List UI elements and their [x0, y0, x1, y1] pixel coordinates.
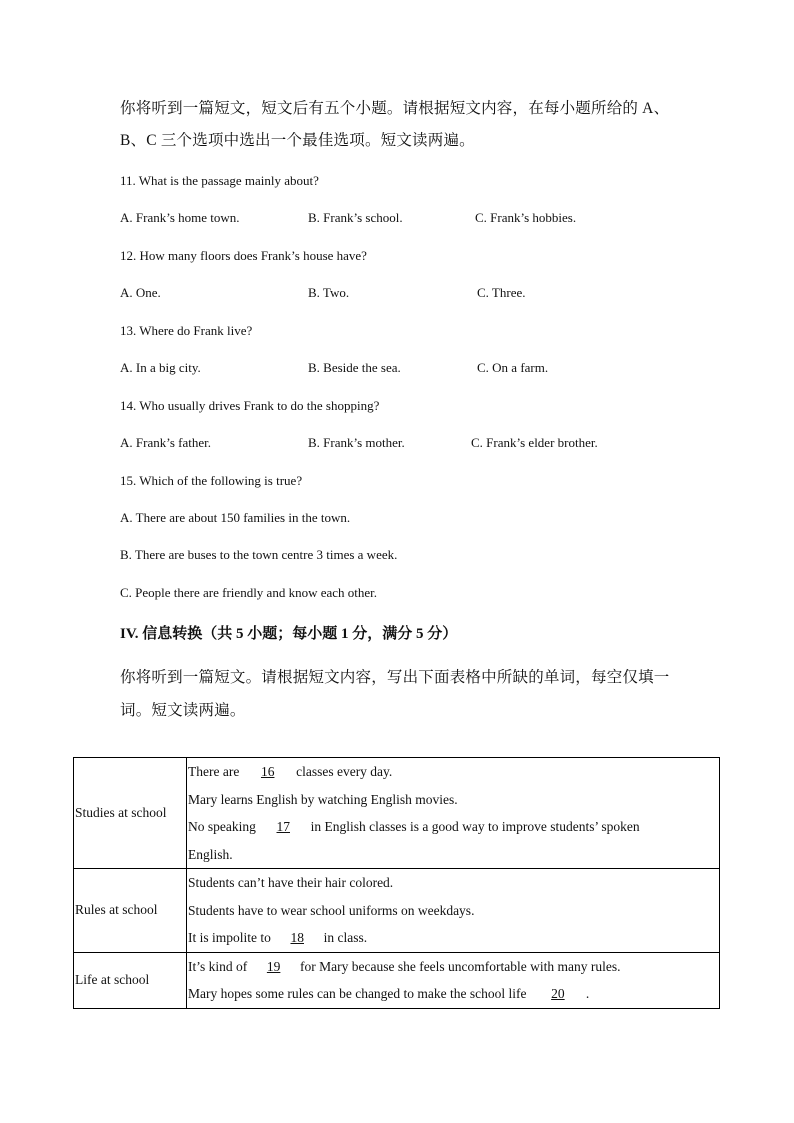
question-12-stem: 12. How many floors does Frank’s house have?	[120, 248, 367, 263]
question-14-stem: 14. Who usually drives Frank to do the shopping?	[120, 398, 380, 413]
text-fragment: There are	[188, 764, 240, 779]
text-fragment: Mary hopes some rules can be changed to make the school life	[188, 986, 527, 1001]
section-4-heading: IV. 信息转换（共 5 小题；每小题 1 分，满分 5 分）	[120, 626, 458, 642]
listening-instruction-line-1: 你将听到一篇短文，短文后有五个小题。请根据短文内容，在每小题所给的 A、	[120, 100, 670, 117]
content-cell	[187, 952, 720, 1008]
listening-instruction-line-2: B、C 三个选项中选出一个最佳选项。短文读两遍。	[120, 132, 475, 149]
question-13-stem: 13. Where do Frank live?	[120, 323, 253, 338]
question-11-option-c: C. Frank’s hobbies.	[475, 210, 577, 225]
category-cell: Studies at school	[74, 758, 187, 869]
category-cell: Life at school	[74, 952, 187, 1008]
text-fragment: It’s kind of	[188, 958, 248, 974]
section-4-instruction-line-2: 词。短文读两遍。	[120, 702, 246, 719]
question-13-option-c: C. On a farm.	[477, 360, 549, 375]
answer-blank-19[interactable]: 19	[266, 958, 281, 974]
answer-blank-18[interactable]: 18	[290, 930, 304, 945]
question-13-option-a: A. In a big city.	[120, 360, 201, 375]
content-line: Students can’t have their hair colored.	[188, 875, 394, 890]
section-4-instruction-line-1: 你将听到一篇短文。请根据短文内容，写出下面表格中所缺的单词，每空仅填一	[120, 669, 670, 686]
text-fragment: for Mary because she feels uncomfortable with many rules.	[300, 958, 621, 974]
text-fragment: It is impolite to	[188, 930, 271, 945]
table-row	[74, 869, 720, 953]
question-11-option-a: A. Frank’s home town.	[120, 210, 240, 225]
content-line: English.	[188, 846, 233, 862]
table-row	[74, 952, 720, 1008]
information-table	[73, 757, 720, 1009]
content-line	[188, 924, 719, 952]
question-14-option-a: A. Frank’s father.	[120, 435, 211, 450]
question-15-option-a: A. There are about 150 families in the town.	[120, 510, 351, 525]
question-14-option-b: B. Frank’s mother.	[308, 435, 405, 450]
question-15-option-c: C. People there are friendly and know each other.	[120, 585, 378, 600]
text-fragment: classes every day.	[296, 764, 393, 779]
question-12-option-b: B. Two.	[308, 285, 350, 300]
question-12-option-a: A. One.	[120, 285, 161, 300]
question-11-option-b: B. Frank’s school.	[308, 210, 403, 225]
content-line	[188, 758, 719, 786]
category-cell: Rules at school	[74, 869, 187, 953]
text-fragment: .	[585, 986, 590, 1001]
question-11-stem: 11. What is the passage mainly about?	[120, 173, 319, 188]
question-15-stem: 15. Which of the following is true?	[120, 473, 303, 488]
question-13-option-b: B. Beside the sea.	[308, 360, 401, 375]
answer-blank-16[interactable]: 16	[260, 764, 275, 779]
content-line	[188, 813, 719, 841]
content-line: Mary learns English by watching English movies.	[188, 791, 458, 807]
content-line	[188, 953, 719, 981]
answer-blank-20[interactable]: 20	[551, 986, 565, 1001]
text-fragment: in class.	[323, 930, 368, 945]
content-cell	[187, 869, 720, 953]
table-row	[74, 758, 720, 869]
text-fragment: No speaking	[188, 819, 256, 834]
content-cell	[187, 758, 720, 869]
answer-blank-17[interactable]: 17	[276, 819, 290, 834]
content-line	[188, 980, 719, 1008]
question-15-option-b: B. There are buses to the town centre 3 times a week.	[120, 547, 398, 562]
question-14-option-c: C. Frank’s elder brother.	[471, 435, 598, 450]
question-12-option-c: C. Three.	[477, 285, 526, 300]
content-line: Students have to wear school uniforms on weekdays.	[188, 902, 475, 918]
text-fragment: in English classes is a good way to improve students’ spoken	[310, 819, 640, 834]
